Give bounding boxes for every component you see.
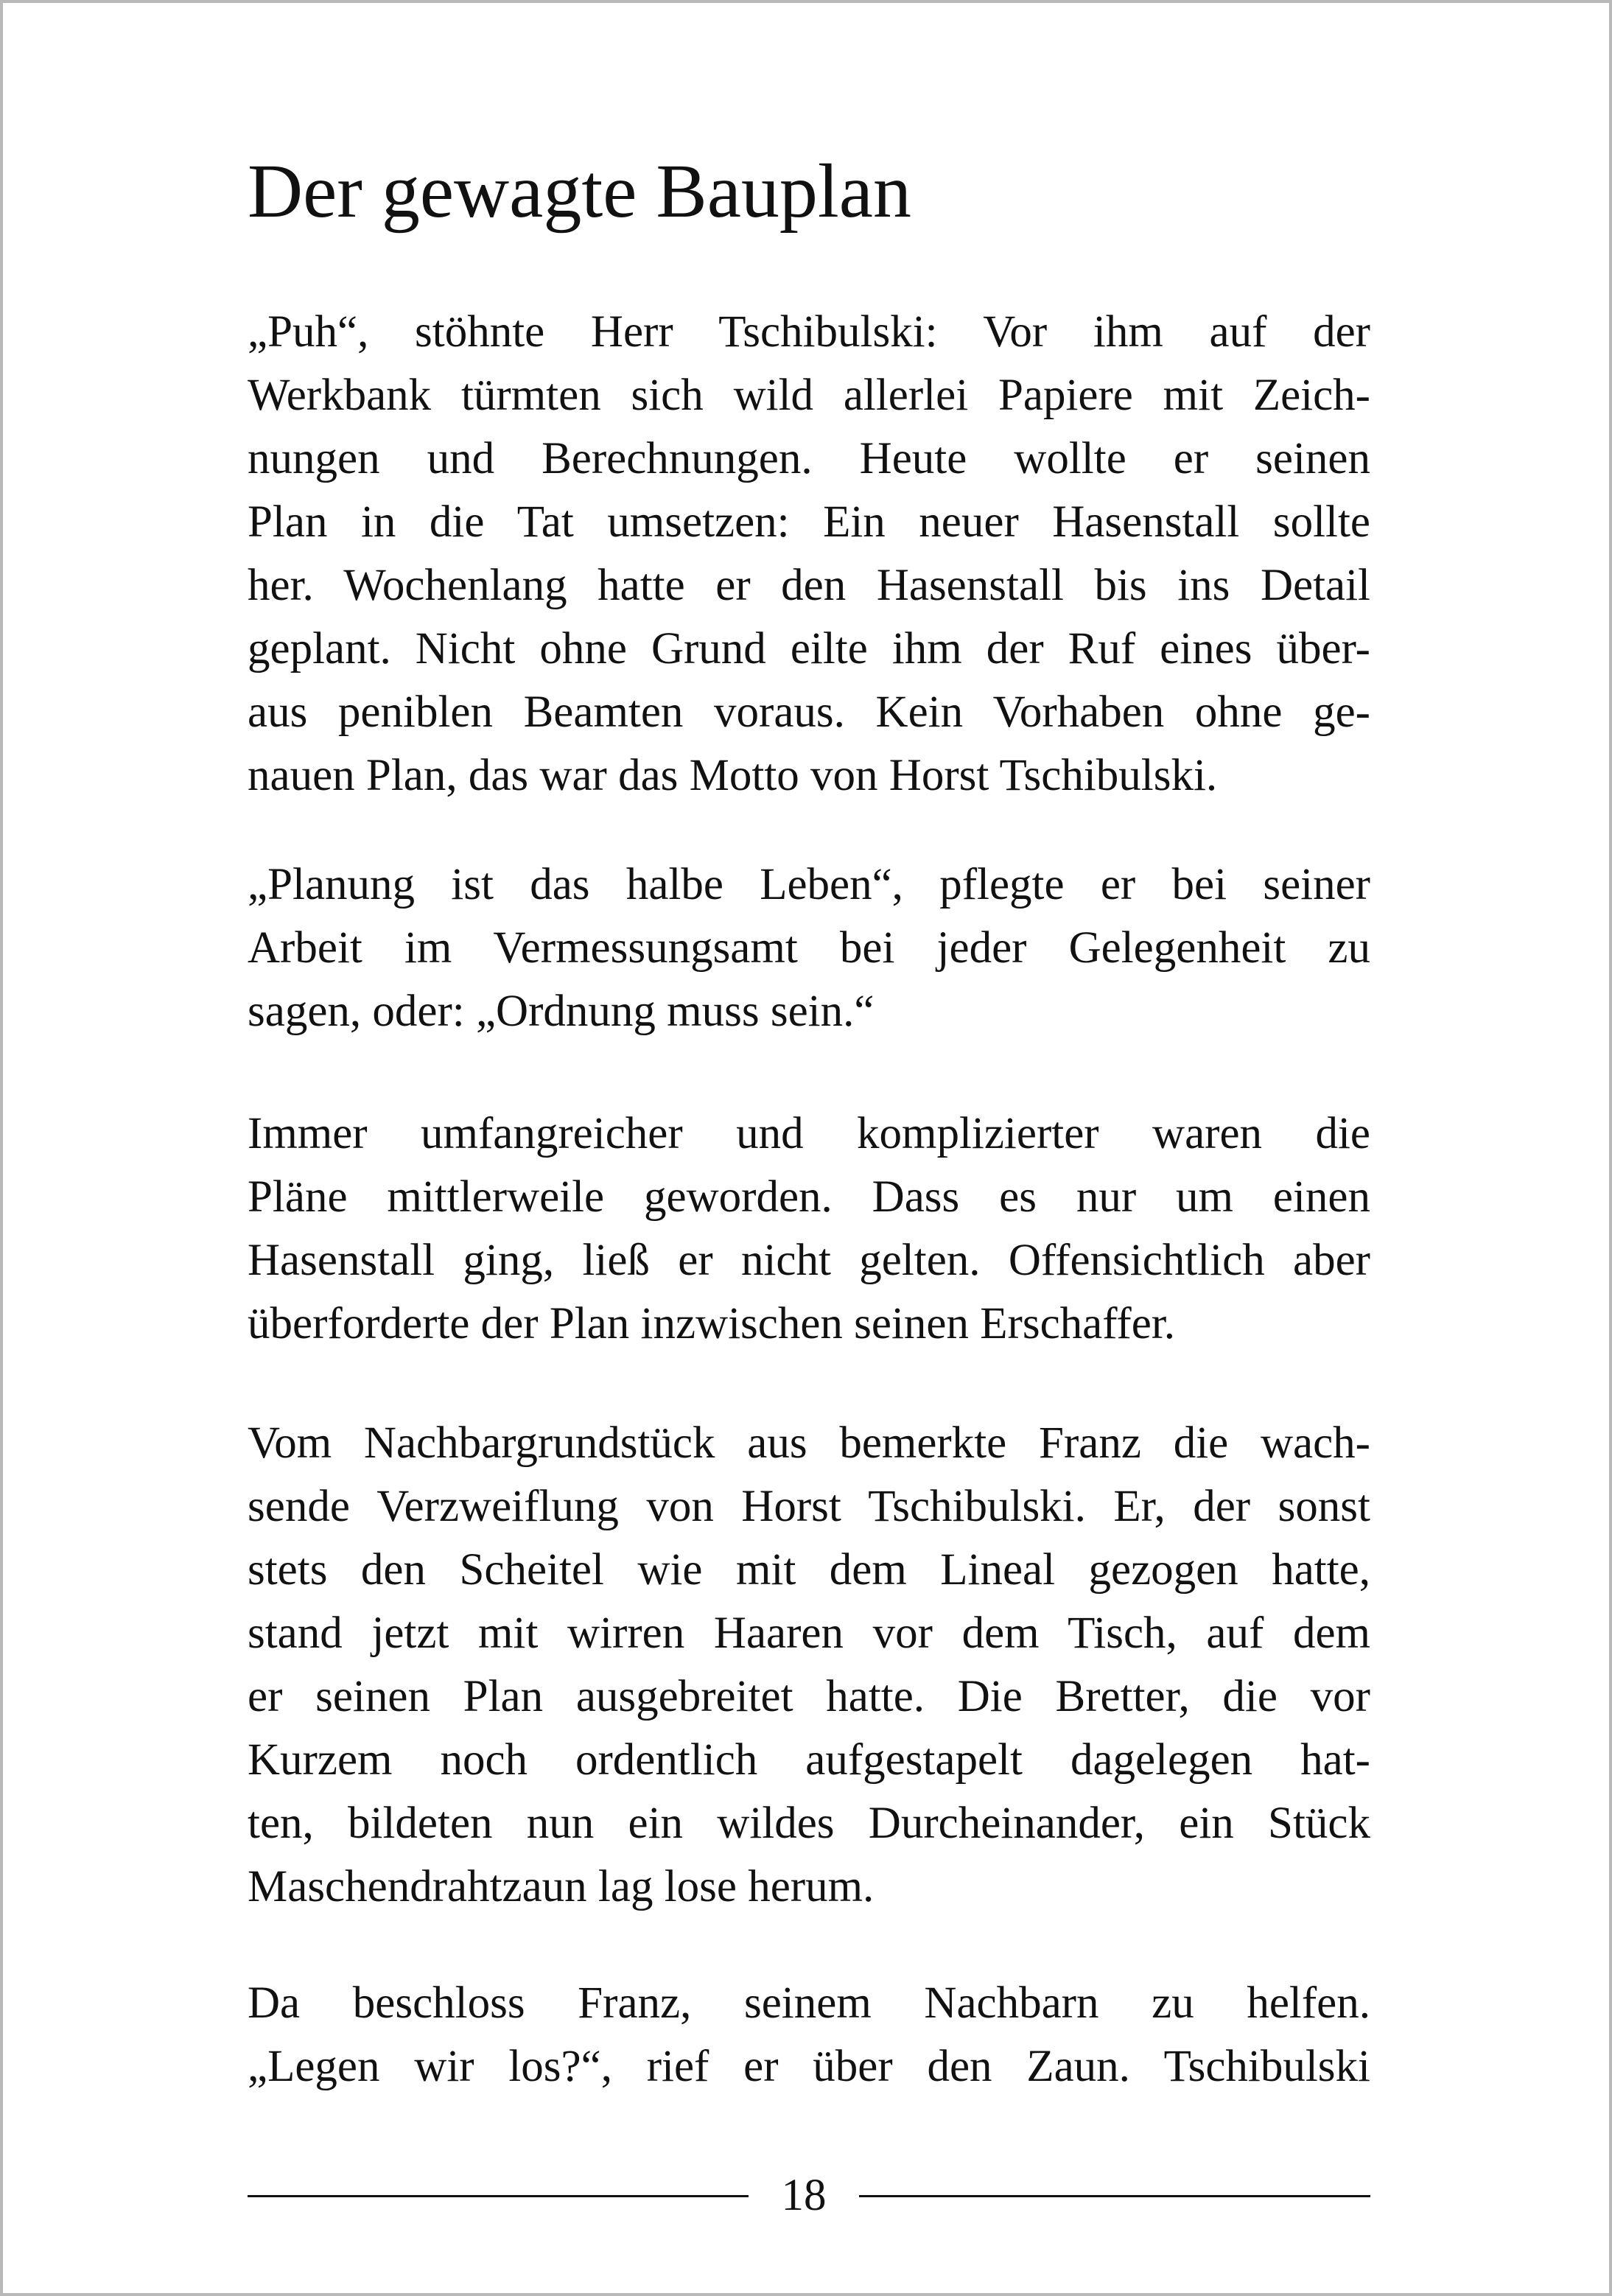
footer-rule-left [248,2195,749,2197]
text-line: Werkbank türmten sich wild allerlei Papiere mit Zeich- [248,371,1370,420]
text-line: her. Wochenlang hatte er den Hasenstall bis ins Detail [248,561,1370,610]
text-line: ten, bildeten nun ein wildes Durcheinander, ein Stück [248,1799,1370,1848]
text-line: Pläne mittlerweile geworden. Dass es nur um einen [248,1172,1370,1222]
text-line: überforderte der Plan inzwischen seinen Erschaffer. [248,1299,1176,1348]
text-line: Kurzem noch ordentlich aufgestapelt dagelegen hat- [248,1735,1370,1785]
text-line: aus peniblen Beamten voraus. Kein Vorhaben ohne ge- [248,687,1370,737]
text-line: Da beschloss Franz, seinem Nachbarn zu helfen. [248,1978,1370,2028]
footer-rule-right [859,2195,1370,2197]
text-line: stets den Scheitel wie mit dem Lineal gezogen hatte, [248,1545,1370,1595]
text-line: „Legen wir los?“, rief er über den Zaun. Tschibulski [248,2042,1370,2091]
text-line: nungen und Berechnungen. Heute wollte er seinen [248,434,1370,483]
text-line: Maschendrahtzaun lag lose herum. [248,1862,875,1911]
page-number: 18 [781,2171,827,2220]
text-line: Immer umfangreicher und komplizierter waren die [248,1109,1370,1158]
text-line: Hasenstall ging, ließ er nicht gelten. Offensichtlich aber [248,1236,1370,1285]
text-line: sagen, oder: „Ordnung muss sein.“ [248,987,875,1036]
text-line: Arbeit im Vermessungsamt bei jeder Gelegenheit zu [248,923,1370,973]
chapter-title: Der gewagte Bauplan [248,149,911,234]
text-line: sende Verzweiflung von Horst Tschibulski. Er, der sonst [248,1482,1370,1531]
text-line: stand jetzt mit wirren Haaren vor dem Tisch, auf dem [248,1609,1370,1658]
text-line: geplant. Nicht ohne Grund eilte ihm der Ruf eines über- [248,624,1370,673]
text-line: Plan in die Tat umsetzen: Ein neuer Hasenstall sollte [248,497,1370,547]
text-line: „Planung ist das halbe Leben“, pflegte er bei seiner [248,860,1370,909]
text-line: nauen Plan, das war das Motto von Horst Tschibulski. [248,751,1218,800]
text-line: „Puh“, stöhnte Herr Tschibulski: Vor ihm auf der [248,307,1370,357]
text-line: er seinen Plan ausgebreitet hatte. Die Bretter, die vor [248,1672,1370,1721]
text-line: Vom Nachbargrundstück aus bemerkte Franz die wach- [248,1418,1370,1468]
